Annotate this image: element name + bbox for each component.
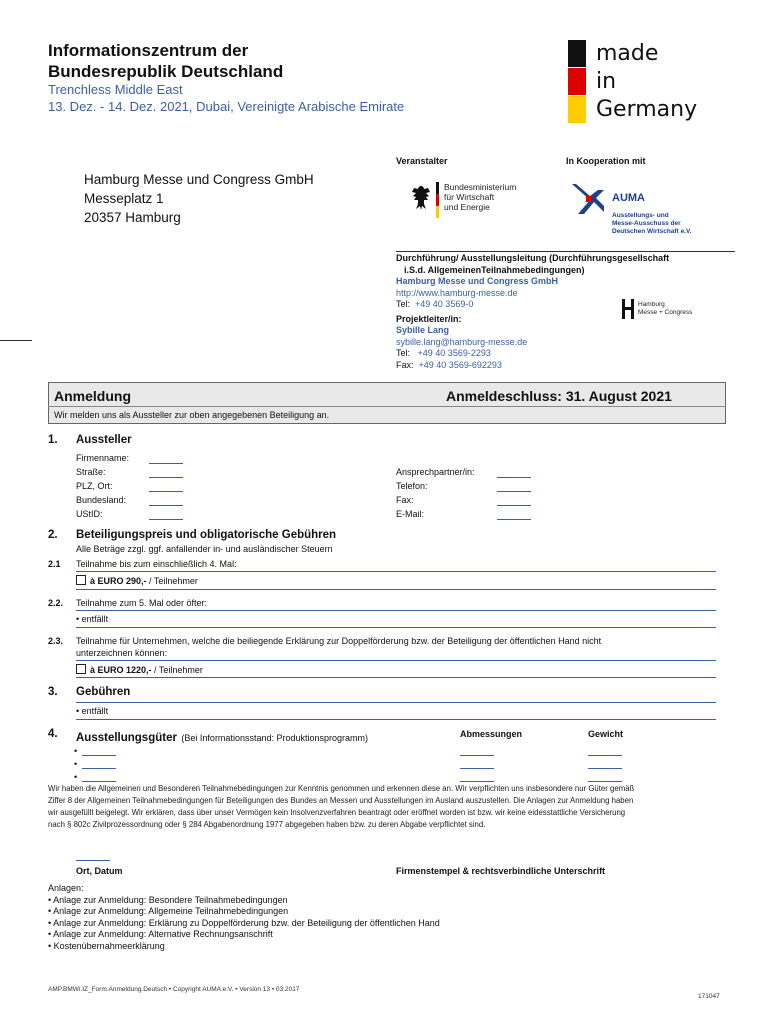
organizer-name: Hamburg Messe und Congress GmbH: [84, 172, 314, 187]
registration-subtitle: Wir melden uns als Aussteller zur oben angegebenen Beteiligung an.: [54, 410, 330, 420]
section-2-2-text: Teilnahme zum 5. Mal oder öfter:: [76, 598, 208, 608]
auma-logo: [570, 182, 710, 242]
organizer-address: [84, 170, 384, 227]
made-in-germany-logo: [568, 40, 708, 126]
auma-subtitle: [612, 212, 692, 236]
mig-line-1: made: [596, 41, 659, 66]
attachments-list: [48, 883, 608, 952]
section-3-rule: [76, 702, 716, 703]
section-1-title: Aussteller: [76, 434, 132, 446]
attachment-item: • Anlage zur Anmeldung: Erklärung zu Doppelförderung bzw. der Beteiligung der öffentlichen Hand: [48, 917, 440, 928]
attachments-label: Anlagen:: [48, 883, 84, 893]
section-2-1-bottom-rule: [76, 589, 716, 590]
section-2-3-text-1: Teilnahme für Unternehmen, welche die beiliegende Erklärung zur Doppelförderung bzw. der Beteiligung der öffentlichen Hand nicht: [76, 636, 602, 646]
fold-mark: [0, 340, 32, 341]
option-1220-price: à EURO 1220,-: [90, 665, 152, 675]
field-label-fax: Fax:: [396, 495, 414, 505]
mig-line-3: Germany: [596, 97, 698, 122]
section-4-title: Ausstellungsgüter: [76, 732, 177, 744]
execution-url[interactable]: http://www.hamburg-messe.de: [396, 287, 518, 298]
section-2-number: 2.: [48, 529, 58, 541]
section-2-2-bottom-rule: [76, 627, 716, 628]
pm-tel-label: Tel:: [396, 348, 411, 358]
organizer-street: Messeplatz 1: [84, 191, 164, 206]
goods-bullet-1: •: [74, 746, 78, 756]
section-2-1-option: [76, 575, 198, 586]
section-3-title: Gebühren: [76, 686, 131, 698]
bmwi-line-2: für Wirtschaft: [444, 192, 495, 202]
disclaimer-line-4: nach § 802c Zivilprozessordnung oder § 284 Abgabenordnung 1977 abgegeben haben bzw. zu deren Abgabe verpflichtet sind.: [48, 820, 486, 829]
field-fax-input[interactable]: [497, 505, 531, 506]
bmwi-line-3: und Energie: [444, 202, 490, 212]
section-4-title-note: (Bei Informationsstand: Produktionsprogramm): [181, 733, 369, 743]
attachment-item: • Kostenübernahmeerklärung: [48, 940, 165, 951]
option-1220-checkbox[interactable]: [76, 664, 86, 674]
execution-divider: [396, 251, 735, 252]
registration-title: Anmeldung: [54, 388, 131, 404]
event-date-place: 13. Dez. - 14. Dez. 2021, Dubai, Vereinigte Arabische Emirate: [48, 99, 405, 114]
field-label-zip-city: PLZ, Ort:: [76, 481, 113, 491]
section-2-title: Beteiligungspreis und obligatorische Gebühren: [76, 529, 337, 541]
auma-line-1: Ausstellungs- und: [612, 212, 669, 219]
organizer-label: Veranstalter: [396, 156, 448, 166]
goods-bullet-2: •: [74, 759, 78, 769]
bmwi-logo: [410, 182, 550, 222]
section-3-value: • entfällt: [76, 706, 109, 716]
hamburg-messe-logo: [622, 299, 712, 321]
pm-fax-value: +49 40 3569-692293: [418, 359, 502, 370]
goods-dim-1-input[interactable]: [460, 755, 494, 756]
pm-tel-value: +49 40 3569-2293: [417, 348, 491, 358]
section-2-2-value: • entfällt: [76, 614, 109, 624]
disclaimer-line-2: Ziffer 8 der Allgemeinen Teilnahmebedingungen für Beteiligungen des Bundes an Messen und Ausstellungen im Ausland auszustellen. Die Anlagen zur Anmeldung haben: [48, 796, 634, 805]
field-label-phone: Telefon:: [396, 481, 428, 491]
execution-company: Hamburg Messe und Congress GmbH: [396, 276, 559, 286]
field-label-vatid: UStID:: [76, 509, 103, 519]
column-weight: Gewicht: [588, 729, 624, 739]
footer-form-number: 171047: [698, 993, 720, 1000]
project-manager-email[interactable]: sybille.lang@hamburg-messe.de: [396, 336, 528, 347]
flag-red-bar: [568, 68, 586, 95]
hm-line-1: Hamburg: [638, 301, 665, 308]
registration-box-divider: [48, 406, 726, 407]
section-2-2-number: 2.2.: [48, 598, 64, 608]
section-2-1-text: Teilnahme bis zum einschließlich 4. Mal:: [76, 559, 237, 569]
pm-fax-row: [396, 360, 741, 372]
goods-item-1-input[interactable]: [82, 755, 116, 756]
attachment-item: • Anlage zur Anmeldung: Besondere Teilnahmebedingungen: [48, 894, 288, 905]
field-vatid-input[interactable]: [149, 519, 183, 520]
field-phone-input[interactable]: [497, 491, 531, 492]
auma-line-2: Messe-Ausschuss der: [612, 220, 681, 227]
section-2-1-rule: [76, 571, 716, 572]
document-title: [48, 40, 408, 82]
section-2-3-rule: [76, 660, 716, 661]
execution-heading-2: i.S.d. AllgemeinenTeilnahmebedingungen): [404, 264, 585, 275]
section-4-title-row: [76, 728, 368, 746]
field-label-email: E-Mail:: [396, 509, 425, 519]
disclaimer-line-1: Wir haben die Allgemeinen und Besonderen Teilnahmebedingungen zur Kenntnis genommen und erkennen diese an. Wir verpflichten uns insbesondere nur Güter gemäß: [48, 784, 635, 793]
disclaimer-line-3: wir ausgefüllt beigelegt. Wir erklären, dass über unser Vermögen kein Insolvenzverfahren beantragt oder eröffnet worden ist bzw. wir keine eidesstattliche Versicherung: [48, 808, 626, 817]
goods-dim-2-input[interactable]: [460, 768, 494, 769]
bmwi-text: [444, 182, 516, 212]
section-4-number: 4.: [48, 728, 58, 740]
section-1-number: 1.: [48, 434, 58, 446]
pm-tel-row: [396, 348, 741, 360]
title-line-2: Bundesrepublik Deutschland: [48, 62, 284, 81]
terms-disclaimer: [48, 783, 728, 831]
section-2-3-bottom-rule: [76, 677, 716, 678]
event-name: Trenchless Middle East: [48, 82, 183, 97]
section-2-3-number: 2.3.: [48, 636, 64, 646]
footer-copyright: AMP.BMWi.IZ_Form.Anmeldung.Deutsch • Copyright AUMA e.V. • Version 13 • 03.2017: [48, 986, 300, 993]
execution-heading-1: Durchführung/ Ausstellungsleitung (Durchführungsgesellschaft: [396, 253, 670, 263]
auma-line-3: Deutschen Wirtschaft e.V.: [612, 228, 692, 235]
hm-text: [638, 301, 692, 317]
hm-mark-icon: [622, 299, 634, 319]
field-state-input[interactable]: [149, 505, 183, 506]
goods-item-2-input[interactable]: [82, 768, 116, 769]
flag-gold-bar: [568, 96, 586, 123]
tel-label: Tel:: [396, 299, 411, 309]
field-label-state: Bundesland:: [76, 495, 127, 505]
option-1220-unit: / Teilnehmer: [154, 665, 203, 675]
section-2-1-number: 2.1: [48, 559, 61, 569]
section-2-note: Alle Beträge zzgl. ggf. anfallender in- und ausländischer Steuern: [76, 544, 333, 554]
goods-weight-1-input[interactable]: [588, 755, 622, 756]
organizer-city: 20357 Hamburg: [84, 210, 181, 225]
field-label-street: Straße:: [76, 467, 106, 477]
section-2-3-text-2: unterzeichnen können:: [76, 648, 168, 658]
bmwi-line-1: Bundesministerium: [444, 182, 517, 192]
attachment-item: • Anlage zur Anmeldung: Allgemeine Teilnahmebedingungen: [48, 906, 289, 916]
field-company-input[interactable]: [149, 463, 183, 464]
option-290-price: à EURO 290,-: [90, 576, 147, 586]
option-290-checkbox[interactable]: [76, 575, 86, 585]
goods-weight-3-input[interactable]: [588, 781, 622, 782]
project-manager-label: Projektleiter/in:: [396, 313, 462, 324]
goods-dim-3-input[interactable]: [460, 781, 494, 782]
place-date-input[interactable]: [76, 860, 110, 861]
mig-line-2: in: [596, 69, 617, 94]
field-contact-input[interactable]: [497, 477, 531, 478]
column-dimensions: Abmessungen: [460, 729, 523, 739]
field-zip-city-input[interactable]: [149, 491, 183, 492]
stamp-signature-label: Firmenstempel & rechtsverbindliche Unterschrift: [396, 866, 606, 876]
title-line-1: Informationszentrum der: [48, 41, 249, 60]
field-label-company: Firmenname:: [76, 453, 130, 463]
hm-line-2: Messe + Congress: [638, 309, 693, 316]
flag-black-bar: [568, 40, 586, 67]
section-3-number: 3.: [48, 686, 58, 698]
place-date-label: Ort, Datum: [76, 866, 123, 876]
attachment-item: • Anlage zur Anmeldung: Alternative Rechnungsanschrift: [48, 929, 273, 939]
section-3-bottom-rule: [76, 719, 716, 720]
german-flag-stripe: [436, 182, 439, 218]
section-2-2-rule: [76, 610, 716, 611]
pm-fax-label: Fax:: [396, 359, 414, 370]
option-290-unit: / Teilnehmer: [149, 576, 198, 586]
goods-bullet-3: •: [74, 772, 78, 782]
field-label-contact: Ansprechpartner/in:: [396, 467, 475, 477]
cooperation-label: In Kooperation mit: [566, 156, 646, 166]
eagle-icon: [410, 184, 432, 212]
section-2-3-option: [76, 664, 203, 675]
auma-name: AUMA: [612, 192, 645, 204]
registration-deadline: Anmeldeschluss: 31. August 2021: [446, 388, 672, 404]
tel-value: +49 40 3569-0: [415, 299, 474, 309]
field-email-input[interactable]: [497, 519, 531, 520]
field-street-input[interactable]: [149, 477, 183, 478]
auma-mark-icon: [570, 182, 606, 216]
goods-weight-2-input[interactable]: [588, 768, 622, 769]
project-manager-name: Sybille Lang: [396, 325, 450, 335]
goods-item-3-input[interactable]: [82, 781, 116, 782]
